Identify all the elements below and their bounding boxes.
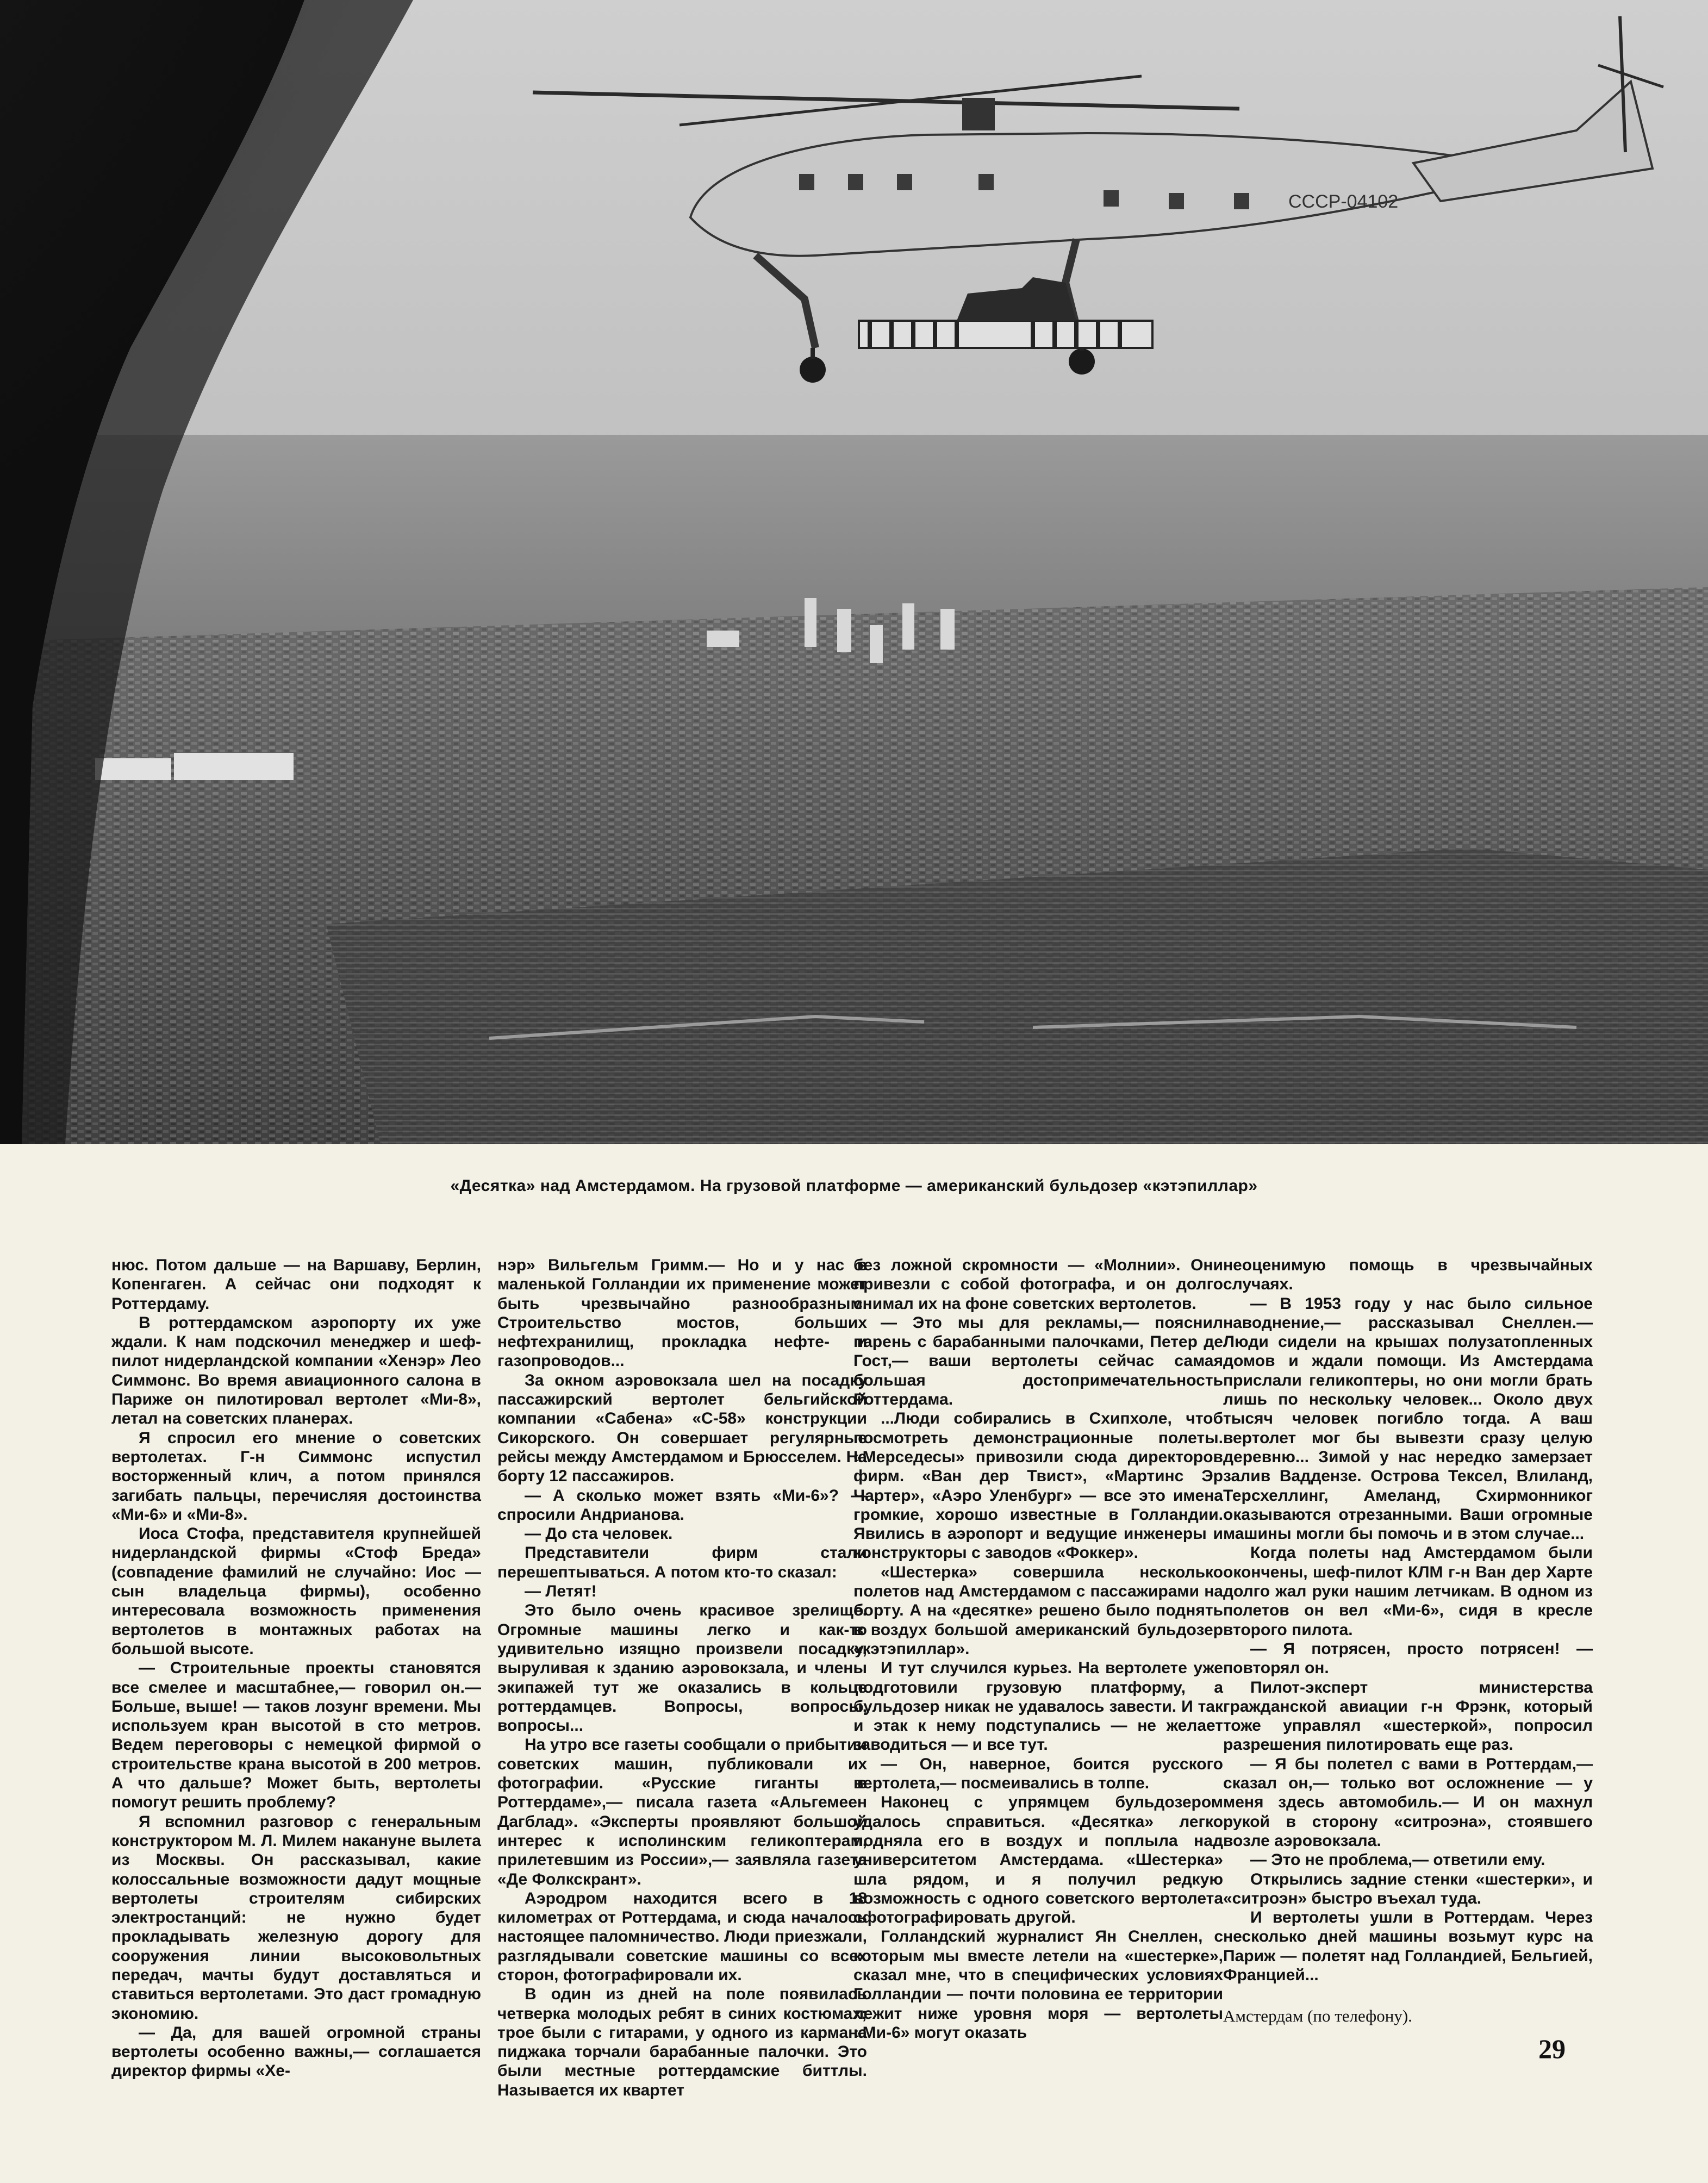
article-paragraph: — Я потрясен, просто потрясен! — повторял он. [1223, 1639, 1593, 1677]
article-paragraph: — Я бы полетел с вами в Роттердам,— сказал он,— только вот осложнение — у меня здесь автомобиль.— И он махнул рукой в сторону «ситроэна», стоявшего возле аэровокзала. [1223, 1755, 1593, 1850]
article-paragraph: «Шестерка» совершила несколько полетов над Амстердамом с пассажирами на борту. А на «десятке» решено было поднять в воздух большой американский бульдозер «кэтэпиллар». [853, 1563, 1223, 1658]
article-signature: Амстердам (по телефону). [1223, 2006, 1412, 2026]
article-paragraph: На утро все газеты сообщали о прибытии советских машин, публиковали их фотографии. «Русские гиганты в Роттердаме»,— писала газета «Альгемеен Дагблад». «Эксперты проявляют большой интерес к исполинским геликоптерам, прилетевшим из России»,— заявляла газета «Де Фолкскрант». [497, 1736, 867, 1888]
photo-caption: «Десятка» над Амстердамом. На грузовой платформе — американский бульдозер «кэтэпиллар» [450, 1177, 1258, 1195]
article-column-1 [111, 1256, 481, 2081]
article-paragraph: без ложной скромности — «Молнии». Они привезли с собой фотографа, и он долго снимал их на фоне советских вертолетов. [853, 1256, 1223, 1313]
article-paragraph: За окном аэровокзала шел на посадку пассажирский вертолет бельгийской компании «Сабена» «С-58» конструкции Сикорского. Он совершает регулярные рейсы между Амстердамом и Брюсселем. На борту 12 пассажиров. [497, 1371, 867, 1486]
article-paragraph: нюс. Потом дальше — на Варшаву, Берлин, Копенгаген. А сейчас они подходят к Роттердаму. [111, 1256, 481, 1313]
article-paragraph: В один из дней на поле появилась четверка молодых ребят в синих костюмах; трое были с гитарами, у одного из кармана пиджака торчали барабанные палочки. Это были местные роттердамские биттлы. Называется их квартет [497, 1985, 867, 2099]
article-paragraph: И вертолеты ушли в Роттердам. Через несколько дней машины возьмут курс на Париж — полетят над Голландией, Бельгией, Францией... [1223, 1908, 1593, 1984]
article-paragraph: — А сколько может взять «Ми-6»? — спросили Андрианова. [497, 1486, 867, 1524]
article-paragraph: ...Люди собирались в Схипхоле, чтоб посмотреть демонстрационные полеты. «Мерседесы» привозили сюда директоров фирм. «Ван дер Твист», «Мартинс Эр Чартер», «Аэро Уленбург» — все это имена громкие, хорошо известные в Голландии. Явились в аэропорт и ведущие инженеры и конструкторы с заводов «Фоккер». [853, 1409, 1223, 1562]
article-paragraph: И тут случился курьез. На вертолете уже подготовили грузовую платформу, а бульдозер никак не удавалось завести. И так и этак к нему подступались — не желает заводиться — и все тут. [853, 1659, 1223, 1754]
article-paragraph: Иоса Стофа, представителя крупнейшей нидерландской фирмы «Стоф Бреда» (совпадение фамилий не случайно: Иос — сын владельца фирмы), особенно интересовала возможность применения вертолетов в монтажных работах на большой высоте. [111, 1525, 481, 1658]
article-paragraph: — Он, наверное, боится русского вертолета,— посмеивались в толпе. [853, 1755, 1223, 1793]
article-paragraph: — Строительные проекты становятся все смелее и масштабнее,— говорил он.— Больше, выше! — таков лозунг времени. Мы используем кран высотой в сто метров. Ведем переговоры с немецкой фирмой о строительстве крана высотой в 200 метров. А что дальше? Может быть, вертолеты помогут решить проблему? [111, 1659, 481, 1812]
article-column-3 [853, 1256, 1223, 2042]
article-paragraph: Аэродром находится всего в 18 километрах от Роттердама, и сюда началось настоящее паломничество. Люди приезжали, разглядывали советские машины со всех сторон, фотографировали их. [497, 1889, 867, 1984]
article-paragraph: — Летят! [525, 1582, 597, 1601]
article-paragraph: Представители фирм стали перешептываться. А потом кто-то сказал: [497, 1544, 867, 1581]
article-paragraph: — В 1953 году у нас было сильное наводнение,— рассказывал Снеллен.— Люди сидели на крышах полузатопленных домов и ждали помощи. Из Амстердама прислали геликоптеры, но они могли брать лишь по нескольку человек... Около двух тысяч человек погибло тогда. А ваш вертолет мог бы вывезти сразу целую деревню... Зимой у нас нередко замерзает залив Ваддензе. Острова Тексел, Влиланд, Терсхеллинг, Амеланд, Схирмонниког оказываются отрезанными. Ваши огромные машины могли бы помочь и в этом случае... [1223, 1294, 1593, 1543]
article-column-2 [497, 1256, 867, 2100]
article-paragraph: Я спросил его мнение о советских вертолетах. Г-н Симмонс испустил восторженный клич, а потом принялся загибать пальцы, перечисляя достоинства «Ми-6» и «Ми-8». [111, 1429, 481, 1524]
article-paragraph: В роттердамском аэропорту их уже ждали. К нам подскочил менеджер и шеф-пилот нидерландской компании «Хенэр» Лео Симмонс. Во время авиационного салона в Париже он пилотировал вертолет «Ми-8», летал на советских планерах. [111, 1313, 481, 1428]
article-paragraph: — Да, для вашей огромной страны вертолеты особенно важны,— соглашается директор фирмы «Хе- [111, 2023, 481, 2080]
article-paragraph: Пилот-эксперт министерства гражданской авиации г-н Фрэнк, который тоже управлял «шестеркой», попросил разрешения пилотировать еще раз. [1223, 1678, 1593, 1754]
article-paragraph: Когда полеты над Амстердамом были окончены, шеф-пилот КЛМ г-н Ван дер Харте долго жал руки нашим летчикам. В одном из полетов он вел «Ми-6», сидя в кресле второго пилота. [1223, 1544, 1593, 1639]
article-paragraph: — До ста человек. [525, 1525, 673, 1543]
article-paragraph: Наконец с упрямцем бульдозером удалось справиться. «Десятка» легко подняла его в воздух и поплыла над университетом Амстердама. «Шестерка» шла рядом, и я получил редкую возможность с одного советского вертолета сфотографировать другой. [853, 1793, 1223, 1927]
article-paragraph: Я вспомнил разговор с генеральным конструктором М. Л. Милем накануне вылета из Москвы. Он рассказывал, какие колоссальные возможности дадут мощные вертолеты строителям сибирских электростанций: не нужно будет прокладывать железную дорогу для сооружения линии высоковольтных передач, мачты будут доставляться и ставиться вертолетами. Это даст громадную экономию. [111, 1812, 481, 2023]
page-number: 29 [1538, 2034, 1566, 2064]
article-paragraph: — Это мы для рекламы,— пояснил парень с барабанными палочками, Петер де Гост,— ваши вертолеты сейчас самая большая достопримечательность Роттердама. [853, 1313, 1223, 1409]
article-paragraph: Это было очень красивое зрелище. Огромные машины легко и как-то удивительно изящно произвели посадку, выруливая к зданию аэровокзала, и члены экипажей тут же оказались в кольце роттердамцев. Вопросы, вопросы, вопросы... [497, 1601, 867, 1735]
article-paragraph: Открылись задние стенки «шестерки», и «ситроэн» быстро въехал туда. [1223, 1870, 1593, 1907]
article-paragraph: Голландский журналист Ян Снеллен, с которым мы вместе летели на «шестерке», сказал мне, что в специфических условиях Голландии — почти половина ее территории лежит ниже уровня моря — вертолеты «Ми-6» могут оказать [853, 1928, 1223, 2042]
article-paragraph: — Это не проблема,— ответили ему. [1250, 1851, 1545, 1869]
helicopter-registration: СССР-04102 [1288, 191, 1399, 212]
article-paragraph: неоценимую помощь в чрезвычайных случаях. [1223, 1256, 1593, 1294]
article-paragraph: нэр» Вильгельм Гримм.— Но и у нас в маленькой Голландии их применение может быть чрезвычайно разнообразным. Строительство мостов, больших нефтехранилищ, прокладка нефте- и газопроводов... [497, 1256, 867, 1370]
article-column-4 [1223, 1256, 1593, 2026]
article-column-4-body [1223, 1256, 1593, 1985]
